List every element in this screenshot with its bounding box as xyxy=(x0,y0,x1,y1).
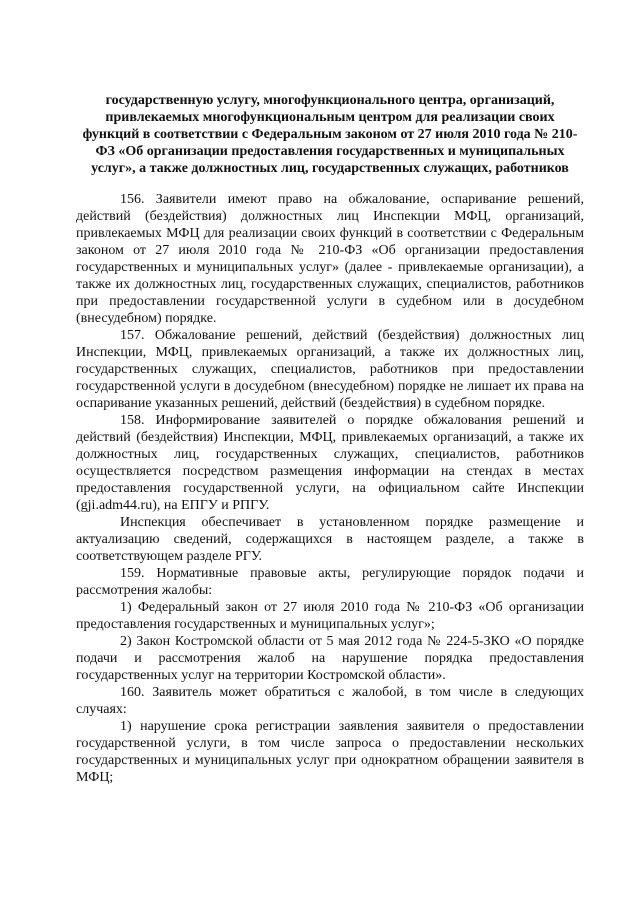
paragraph-160-item-1: 1) нарушение срока регистрации заявления заявителя о предоставлении государственной услуги, в том числе запроса о предоставлении нескольких государственных и муниципальных услуг при однократном обращении заявителя в МФЦ; xyxy=(76,719,584,785)
paragraph-159-item-2: 2) Закон Костромской области от 5 мая 2012 года № 224-5-ЗКО «О порядке подачи и рассмотрения жалоб на нарушение порядка предоставления государственных услуг на территории Костромской области». xyxy=(76,634,584,683)
paragraph-159: 159. Нормативные правовые акты, регулирующие порядок подачи и рассмотрения жалобы: xyxy=(76,566,584,598)
section-heading: государственную услугу, многофункционального центра, организаций, привлекаемых многофункциональным центром для реализации своих функций в соответствии с Федеральным законом от 27 июля 2010 года № 210-ФЗ «Об организации предоставления государственных и муниципальных услуг», а также должностных лиц, государственных служащих, работников xyxy=(82,93,578,176)
paragraph-156: 156. Заявители имеют право на обжалование, оспаривание решений, действий (бездействия) должностных лиц Инспекции МФЦ, организаций, привлекаемых МФЦ для реализации своих функций в соответствии с Федеральным законом от 27 июля 2010 года № 210-ФЗ «Об организации предоставления государственных и муниципальных услуг» (далее - привлекаемые организации), а также их должностных лиц, государственных служащих, специалистов, работников при предоставлении государственной услуги в судебном или в досудебном (внесудебном) порядке. xyxy=(76,192,584,326)
paragraph-159-item-1: 1) Федеральный закон от 27 июля 2010 года № 210-ФЗ «Об организации предоставления государственных и муниципальных услуг»; xyxy=(76,600,584,632)
paragraph-158: 158. Информирование заявителей о порядке обжалования решений и действий (бездействия) Инспекции, МФЦ, привлекаемых организаций, а также их должностных лиц, государственных служащих, специалистов, работников осуществляется посредством размещения информации на стендах в местах предоставления государственной услуги, на официальном сайте Инспекции (gji.adm44.ru), на ЕПГУ и РПГУ. xyxy=(76,413,584,513)
document-page xyxy=(76,92,584,786)
paragraph-157: 157. Обжалование решений, действий (бездействия) должностных лиц Инспекции, МФЦ, привлекаемых организаций, а также их должностных лиц, государственных служащих, специалистов, работников при предоставлении государственной услуги в досудебном (внесудебном) порядке не лишает их права на оспаривание указанных решений, действий (бездействия) в судебном порядке. xyxy=(76,328,584,411)
paragraph-inspection-duty: Инспекция обеспечивает в установленном порядке размещение и актуализацию сведений, содержащихся в настоящем разделе, а также в соответствующем разделе РГУ. xyxy=(76,515,584,564)
paragraph-160: 160. Заявитель может обратиться с жалобой, в том числе в следующих случаях: xyxy=(76,685,584,717)
